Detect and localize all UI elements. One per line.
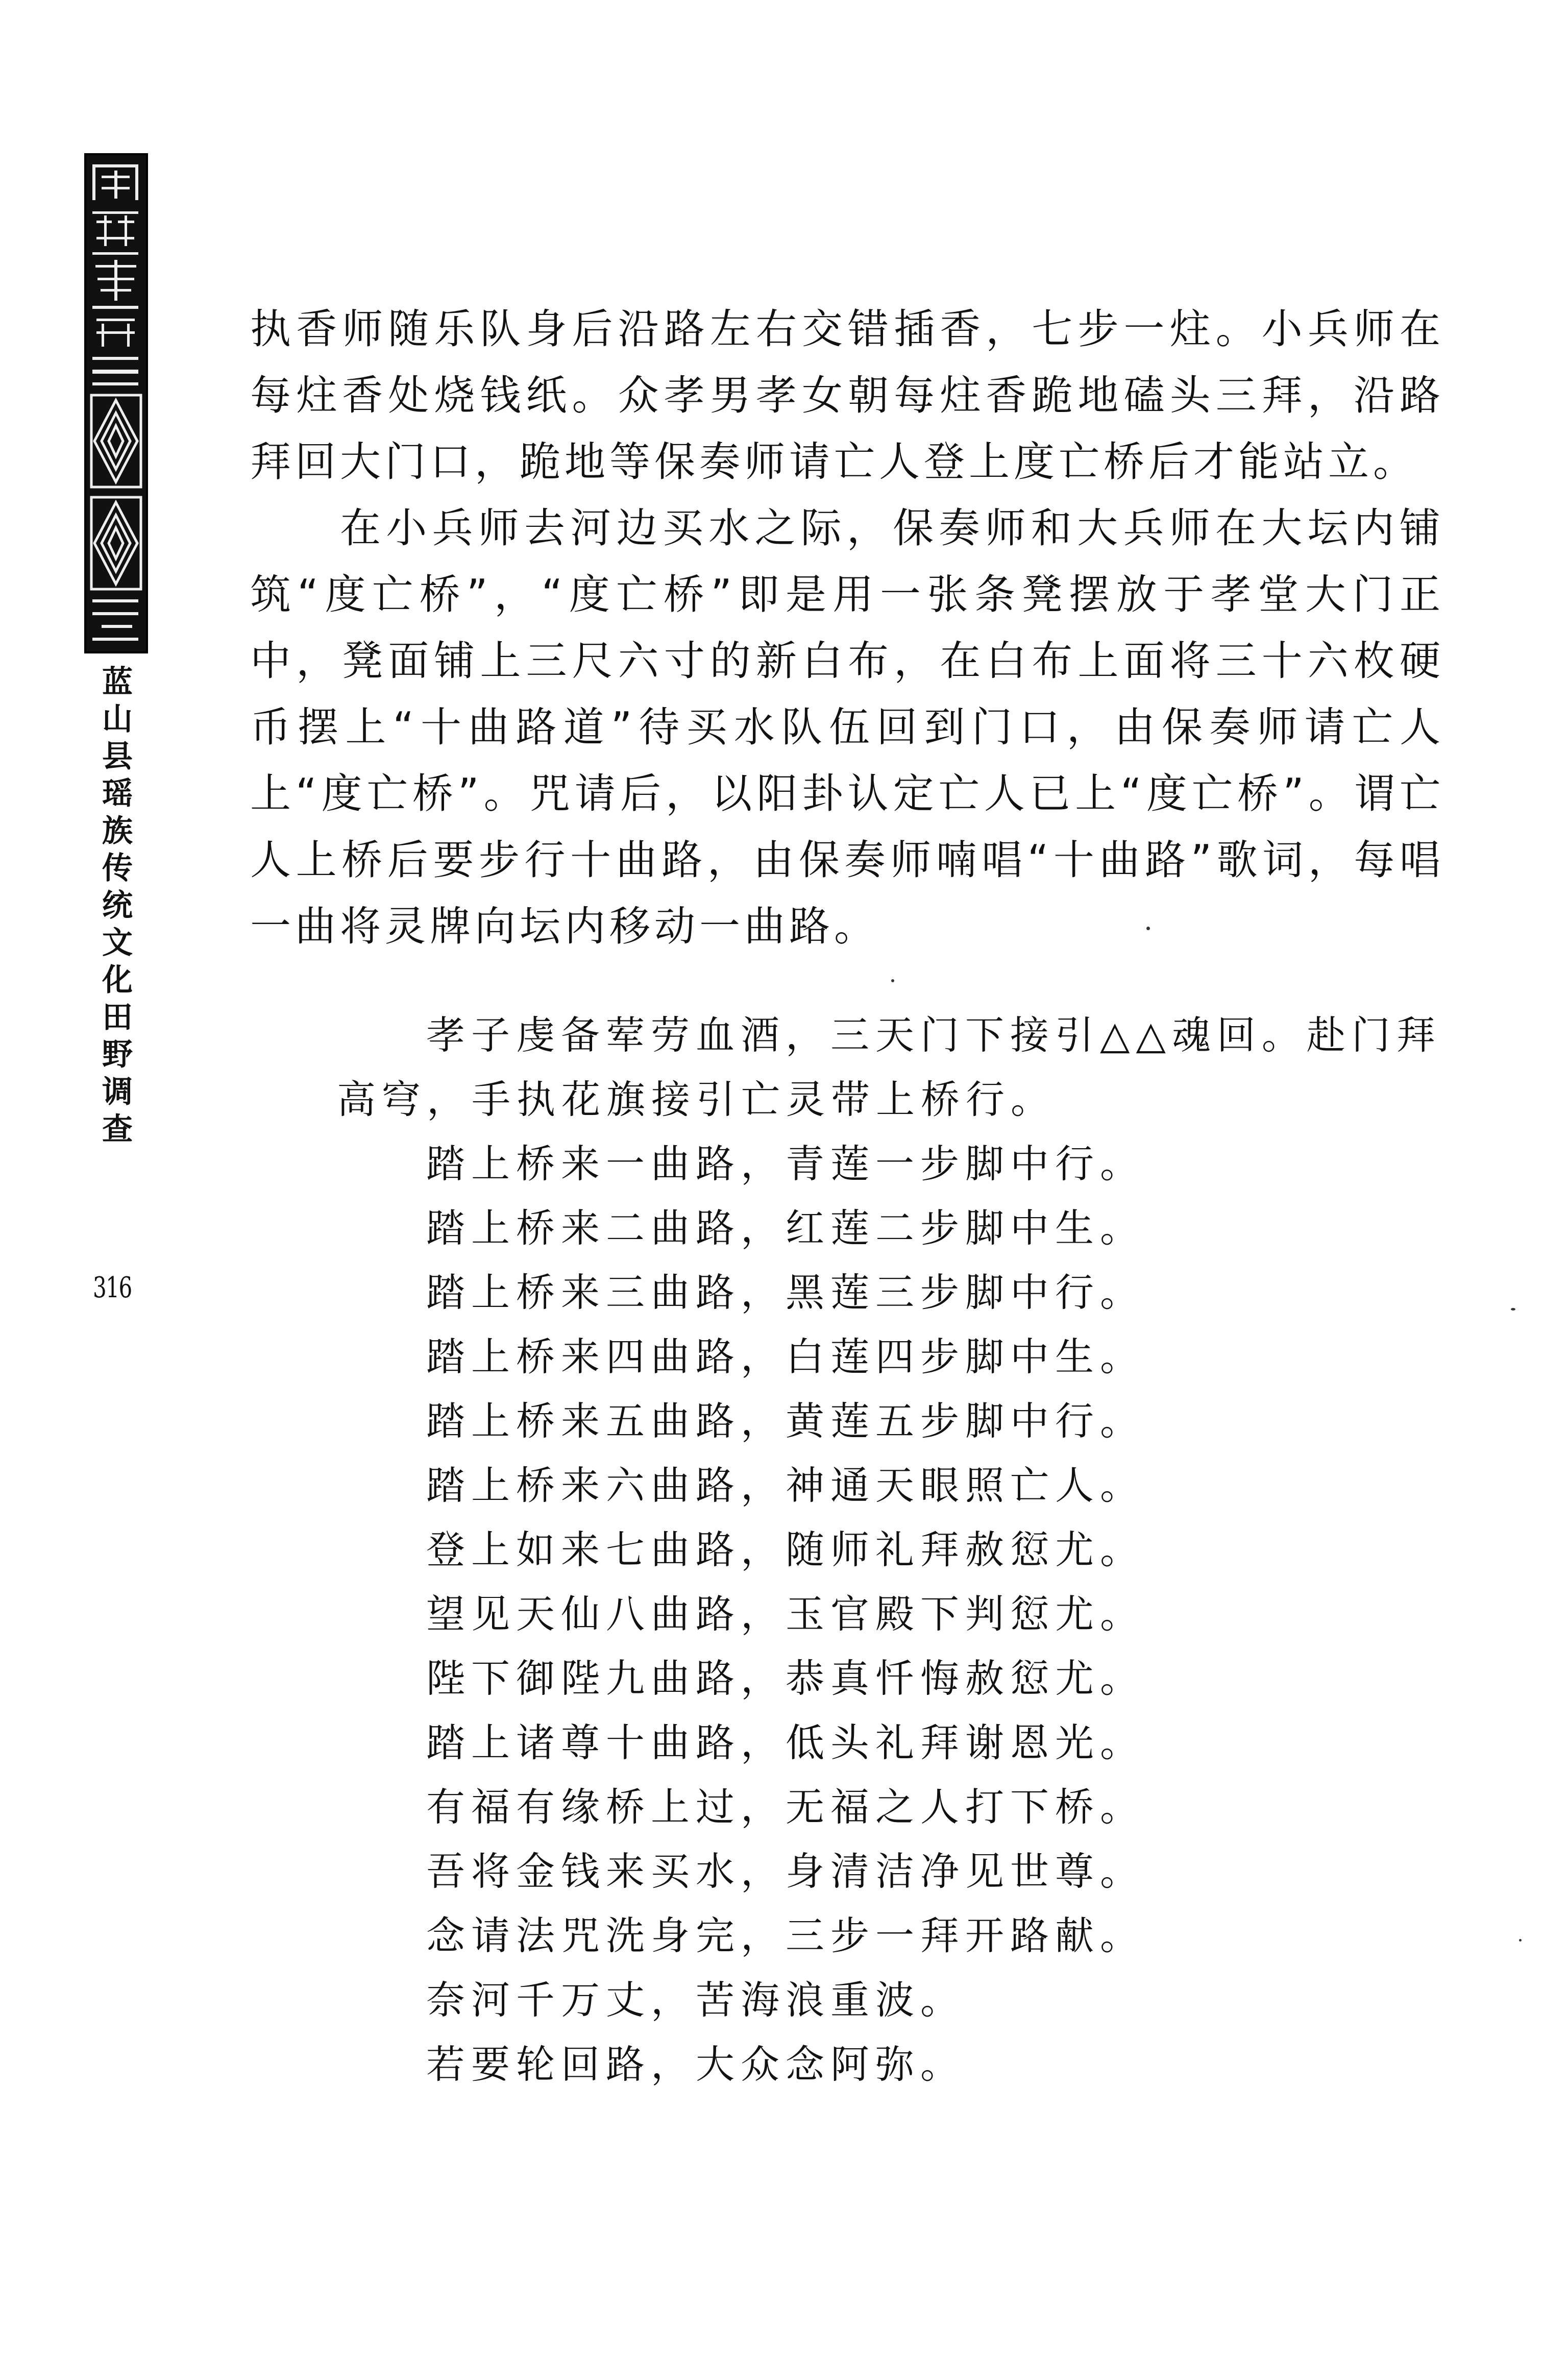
prose-body [250, 296, 1444, 960]
title-char: 查 [102, 1111, 133, 1147]
title-char: 蓝 [102, 664, 133, 700]
title-char: 田 [102, 1000, 133, 1035]
verse-line: 吾将金钱来买水，身清洁净见世尊。 [426, 1849, 1145, 1894]
prose-paragraph: 执香师随乐队身后沿路左右交错插香，七步一炷。小兵师在每炷香处烧钱纸。众孝男孝女朝每炷香跪地磕头三拜，沿路拜回大门口，跪地等保奏师请亡人登上度亡桥后才能站立。 [250, 305, 1444, 486]
book-title-vertical [87, 664, 148, 1148]
scan-speck [1519, 1939, 1522, 1942]
verse-line: 陛下御陛九曲路，恭真忏悔赦愆尤。 [426, 1656, 1145, 1701]
title-char: 山 [102, 701, 133, 737]
verse-line: 踏上桥来三曲路，黑莲三步脚中行。 [426, 1270, 1145, 1315]
title-char: 族 [102, 813, 133, 849]
verse-line: 踏上桥来五曲路，黄莲五步脚中行。 [426, 1398, 1145, 1444]
verse-section [337, 1003, 1444, 2097]
verse-line: 踏上诸尊十曲路，低头礼拜谢恩光。 [426, 1720, 1145, 1765]
scan-speck [1146, 927, 1150, 930]
verse-line: 望见天仙八曲路，玉官殿下判愆尤。 [426, 1591, 1145, 1637]
verse-line: 踏上桥来六曲路，神通天眼照亡人。 [426, 1463, 1145, 1508]
decorative-pattern-band [84, 153, 148, 653]
prose-paragraph: 在小兵师去河边买水之际，保奏师和大兵师在大坛内铺筑“度亡桥”，“度亡桥”即是用一张条凳摆放于孝堂大门正中，凳面铺上三尺六寸的新白布，在白布上面将三十六枚硬币摆上“十曲路道”待买水队伍回到门口，由保奏师请亡人上“度亡桥”。咒请后，以阳卦认定亡人已上“度亡桥”。谓亡人上桥后要步行十曲路，由保奏师喃唱“十曲路”歌词，每唱一曲将灵牌向坛内移动一曲路。 [250, 504, 1444, 950]
title-char: 统 [102, 888, 133, 924]
title-char: 野 [102, 1037, 133, 1073]
verse-intro: 孝子虔备荤劳血酒，三天门下接引△△魂回。赴门拜高穹，手执花旗接引亡灵带上桥行。 [337, 1012, 1441, 1122]
scan-speck [1511, 1308, 1515, 1311]
verse-line: 踏上桥来二曲路，红莲二步脚中生。 [426, 1205, 1145, 1251]
verse-line: 若要轮回路，大众念阿弥。 [426, 2042, 965, 2087]
title-char: 传 [102, 851, 133, 886]
verse-line: 有福有缘桥上过，无福之人打下桥。 [426, 1784, 1145, 1830]
title-char: 瑶 [102, 776, 133, 812]
verse-line: 踏上桥来一曲路，青莲一步脚中行。 [426, 1141, 1145, 1186]
verse-line: 踏上桥来四曲路，白莲四步脚中生。 [426, 1334, 1145, 1379]
verse-line: 念请法咒洗身完，三步一拜开路献。 [426, 1913, 1145, 1958]
title-char: 文 [102, 925, 133, 961]
scan-speck [891, 979, 894, 982]
title-char: 化 [102, 962, 133, 998]
page-number: 316 [93, 1271, 132, 1304]
title-char: 调 [102, 1074, 133, 1110]
verse-line: 登上如来七曲路，随师礼拜赦愆尤。 [426, 1527, 1145, 1572]
title-char: 县 [102, 739, 133, 774]
verse-line: 奈河千万丈，苦海浪重波。 [426, 1977, 965, 2023]
